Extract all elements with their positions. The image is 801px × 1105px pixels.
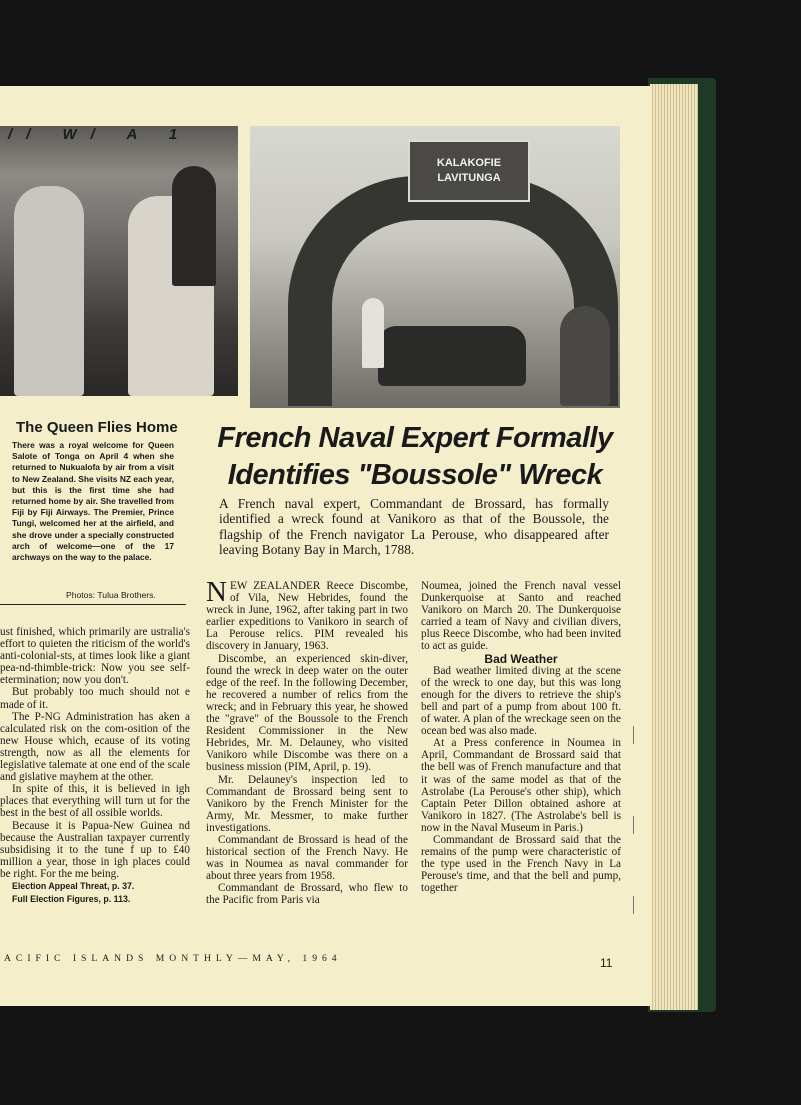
figure-queen xyxy=(14,186,84,396)
cross-reference-election-figures: Full Election Figures, p. 113. xyxy=(12,893,131,904)
plane-lettering: // W/ A 1 xyxy=(8,126,192,143)
lead-text: EW ZEALANDER Reece Discombe, of Vila, New Hebrides, found the wreck in June, 1962, after taking part in two earlier expeditions to Vanikoro in search of La Perouse relics. PIM revealed his discovery in January, 1963. xyxy=(206,580,408,653)
page-edges xyxy=(650,84,698,1010)
subhead-bad-weather: Bad Weather xyxy=(484,651,558,666)
magazine-page xyxy=(0,86,652,1006)
caption-title: The Queen Flies Home xyxy=(16,419,178,436)
figure-bystander xyxy=(560,306,610,406)
mid-paragraph: Mr. Delauney's inspection led to Commandant de Brossard being sent to Vanikoro by the French Minister for the Army, Mr. Messmer, to make further investigations. xyxy=(206,773,408,834)
arch-sign-line-2: LAVITUNGA xyxy=(437,172,501,184)
article-standfirst: A French naval expert, Commandant de Brossard, has formally identified a wreck found at Vanikoro as that of the Boussole, the flagship of the French navigator La Perouse, who disappeared after leaving Botany Bay in March, 1788. xyxy=(219,496,609,557)
right-paragraph: Bad weather limited diving at the scene of the wreck to one day, but this was long enough for the divers to retrieve the ship's bell and part of a pump from about 100 ft. of water. A plan of the wreckage seen on the ocean bed was also made. xyxy=(421,664,621,738)
photo-credit: Photos: Tulua Brothers. xyxy=(66,590,156,600)
mid-paragraph: Commandant de Brossard, who flew to the Pacific from Paris via xyxy=(206,882,408,907)
left-paragraph: But probably too much should not e made of it. xyxy=(0,686,190,711)
running-footer: ACIFIC ISLANDS MONTHLY—MAY, 1964 xyxy=(4,953,342,964)
left-paragraph: Because it is Papua-New Guinea nd because the Australian taxpayer currently subsidising it to the tune f up to £40 million a year, those in igh places could be right. For the me being. xyxy=(0,819,190,880)
left-paragraph: ust finished, which primarily are ustralia's effort to quieten the riticism of the world's anti-colonial-sts, at times look like a giant pea-nd-thimble-trick: Now you see self-etermination; now you don't. xyxy=(0,626,190,687)
page-number: 11 xyxy=(600,956,613,970)
figure-official xyxy=(172,166,216,286)
margin-mark xyxy=(633,816,634,834)
photo-welcome-arch xyxy=(250,126,620,408)
drop-cap: N xyxy=(206,576,227,608)
article-headline xyxy=(210,420,620,494)
arch-sign xyxy=(408,140,530,202)
photo-queen-arrival xyxy=(0,126,238,396)
right-paragraph: At a Press conference in Noumea in April, Commandant de Brossard said that the bell was of French manufacture and that it was of the same model as that of the Astrolabe (La Perouse's other ship), which Captain Peter Dillon obtained ashore at Vanikoro in 1827. (The Astrolabe's bell is now in the Naval Museum in Paris.) xyxy=(421,737,621,834)
figure-guard xyxy=(362,298,384,368)
mid-paragraph: Discombe, an experienced skin-diver, found the wreck in deep water on the outer edge of the reef. In the following December, he recovered a number of relics from the wreck; and in February this year, he showed the "grave" of the Boussole to the French Resident Commissioner in the New Hebrides, Mr. M. Delauney, who visited Vanikoro while Discombe was there on a business mission (PIM, April, p. 19). xyxy=(206,652,408,774)
mid-paragraph: Commandant de Brossard is head of the historical section of the French Navy. He was in Noumea as naval commander for about three years from 1958. xyxy=(206,833,408,883)
cross-reference-election-appeal: Election Appeal Threat, p. 37. xyxy=(12,880,135,891)
arch-sign-line-1: KALAKOFIE xyxy=(436,157,502,169)
right-paragraph: Noumea, joined the French naval vessel Dunkerquoise at Santo and reached Vanikoro on March 20. The Dunkerquoise carried a team of Navy and civilian divers, plus Reece Discombe, who had been invited to act as guide. xyxy=(421,580,621,653)
right-column xyxy=(421,580,621,894)
left-paragraph: In spite of this, it is believed in igh places that everything will turn ut for the best in the best of all ossible worlds. xyxy=(0,783,190,820)
royal-car xyxy=(378,326,526,386)
left-column xyxy=(0,626,190,906)
left-paragraph: The P-NG Administration has aken a calculated risk on the com-osition of the new House which, ecause of its voting strength, now as all the elements for legislative talemate at one end of the scale and gislative mayhem at the other. xyxy=(0,710,190,784)
headline-line-2: Identifies "Boussole" Wreck xyxy=(227,459,603,491)
headline-line-1: French Naval Expert Formally xyxy=(217,422,613,454)
caption-text: There was a royal welcome for Queen Salote of Tonga on April 4 when she returned to Nukualofa by air from a visit to New Zealand. She visits NZ each year, but this is the first time she had returned home by air. She travelled from Fiji by Fiji Airways. The Premier, Prince Tungi, welcomed her at the airfield, and she drove under a specially constructed arch of welcome—one of the 17 archways on the way to the palace. xyxy=(12,440,174,563)
margin-mark xyxy=(633,726,634,744)
right-paragraph: Commandant de Brossard said that the remains of the pump were characteristic of the type used in the French Navy in La Perouse's time, and that the bell and pump, together xyxy=(421,833,621,895)
margin-mark xyxy=(633,896,634,914)
caption-rule xyxy=(0,604,186,605)
mid-paragraph-lead xyxy=(206,576,408,653)
middle-column xyxy=(206,576,408,907)
